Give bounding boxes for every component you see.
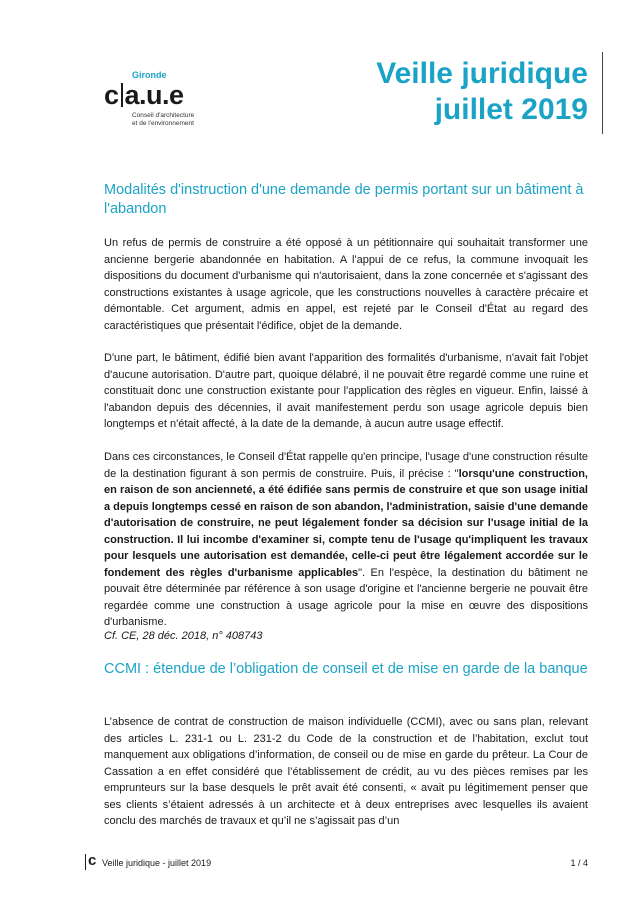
footer-text: Veille juridique - juillet 2019: [102, 858, 212, 868]
title-vertical-rule: [602, 52, 603, 134]
page-number: 1 / 4: [570, 858, 588, 868]
p3-outro: ". En l'espèce, la destination du bâtiment ne pouvait être déterminée par référence à son usage d'origine et l'ancienne bergerie ne pouvait être regardée comme une construction à usage agricole pour la mise en œuvre des dispositions d'urbanisme.: [104, 566, 588, 628]
logo-subtitle-line1: Conseil d'architecture: [132, 112, 195, 119]
page-title: [376, 56, 588, 128]
page-footer: [88, 854, 588, 870]
logo-region: Gironde: [132, 70, 167, 80]
footer-mark-bar: [85, 854, 86, 870]
footer-logo-mark: [88, 852, 96, 869]
p3-intro: Dans ces circonstances, le Conseil d'État rappelle qu'en principe, l'usage d'une construction résulte de la destination figurant à son permis de construire. Puis, il précise : ": [104, 451, 588, 480]
logo-mark-left: c: [104, 80, 119, 110]
logo-subtitle-line2: et de l'environnement: [132, 120, 194, 127]
logo-divider: [121, 83, 123, 107]
section1-citation: Cf. CE, 28 déc. 2018, n° 408743: [104, 630, 263, 642]
p3-quote-bold: lorsqu'une construction, en raison de son ancienneté, a été édifiée sans permis de construire et que son usage initial a depuis longtemps cessé en raison de son abandon, l'administration, saisie d'une demande d'autorisation de construire, ne peut légalement fonder sa décision sur l'usage initial de la construction. Il lui incombe d'examiner si, compte tenu de l'usage qu'impliquent les travaux pour lesquels une autorisation est demandée, celle-ci peut être légalement accordée sur le fondement des règles d'urbanisme applicables: [104, 467, 588, 579]
section2-paragraph-1: L’absence de contrat de construction de maison individuelle (CCMI), avec ou sans plan, relevant des articles L. 231-1 ou L. 231-2 du Code de la construction et de l’habitation, exclut tout manquement aux obligations d’information, de conseil ou de mise en garde du prêteur. La Cour de Cassation a en effet considéré que l’établissement de crédit, au vu des pièces remises par les emprunteurs sur la base desquels le prêt avait été consenti, « avait pu légitimement penser que ses clients s’étaient adressés à un architecte et à deux entreprises avec lesquelles ils avaient conclu des marchés de travaux et qu’il ne s’agissait pas d’un: [104, 716, 588, 827]
section1-paragraph-3: [104, 449, 588, 631]
section1-heading: Modalités d'instruction d'une demande de permis portant sur un bâtiment à l'abandon: [104, 182, 584, 217]
logo-mark: [104, 80, 184, 111]
section1-paragraph-1: Un refus de permis de construire a été opposé à un pétitionnaire qui souhaitait transformer une ancienne bergerie abandonnée en habitation. A l'appui de ce refus, la commune invoquait les dispositions du document d'urbanisme qui n'autorisaient, dans la zone concernée et s'agissant des constructions existantes à usage agricole, que les constructions nouvelles à caractère précaire et démontable. Cet argument, admis en appel, est rejeté par le Conseil d'État au regard des caractéristiques que présentait l'édifice, objet de la demande.: [104, 237, 588, 332]
section2-heading: CCMI : étendue de l’obligation de conseil et de mise en garde de la banque: [104, 661, 588, 677]
logo-mark-right: a.u.e: [124, 80, 184, 110]
footer-mark-letter: c: [88, 852, 97, 869]
section1-paragraph-2: D'une part, le bâtiment, édifié bien avant l'apparition des formalités d'urbanisme, n'avait fait l'objet d'aucune autorisation. D'autre part, quoique délabré, il ne pouvait être regardé comme une ruine et constituait donc une construction existante pour l'application des règles en vigueur. Enfin, laissé à l'abandon depuis des décennies, il avait manifestement perdu son usage agricole depuis bien longtemps et n'était affecté, à la date de la demande, à aucun autre usage effectif.: [104, 352, 588, 430]
title-line-1: Veille juridique: [376, 57, 588, 90]
title-line-2: juillet 2019: [434, 93, 588, 126]
